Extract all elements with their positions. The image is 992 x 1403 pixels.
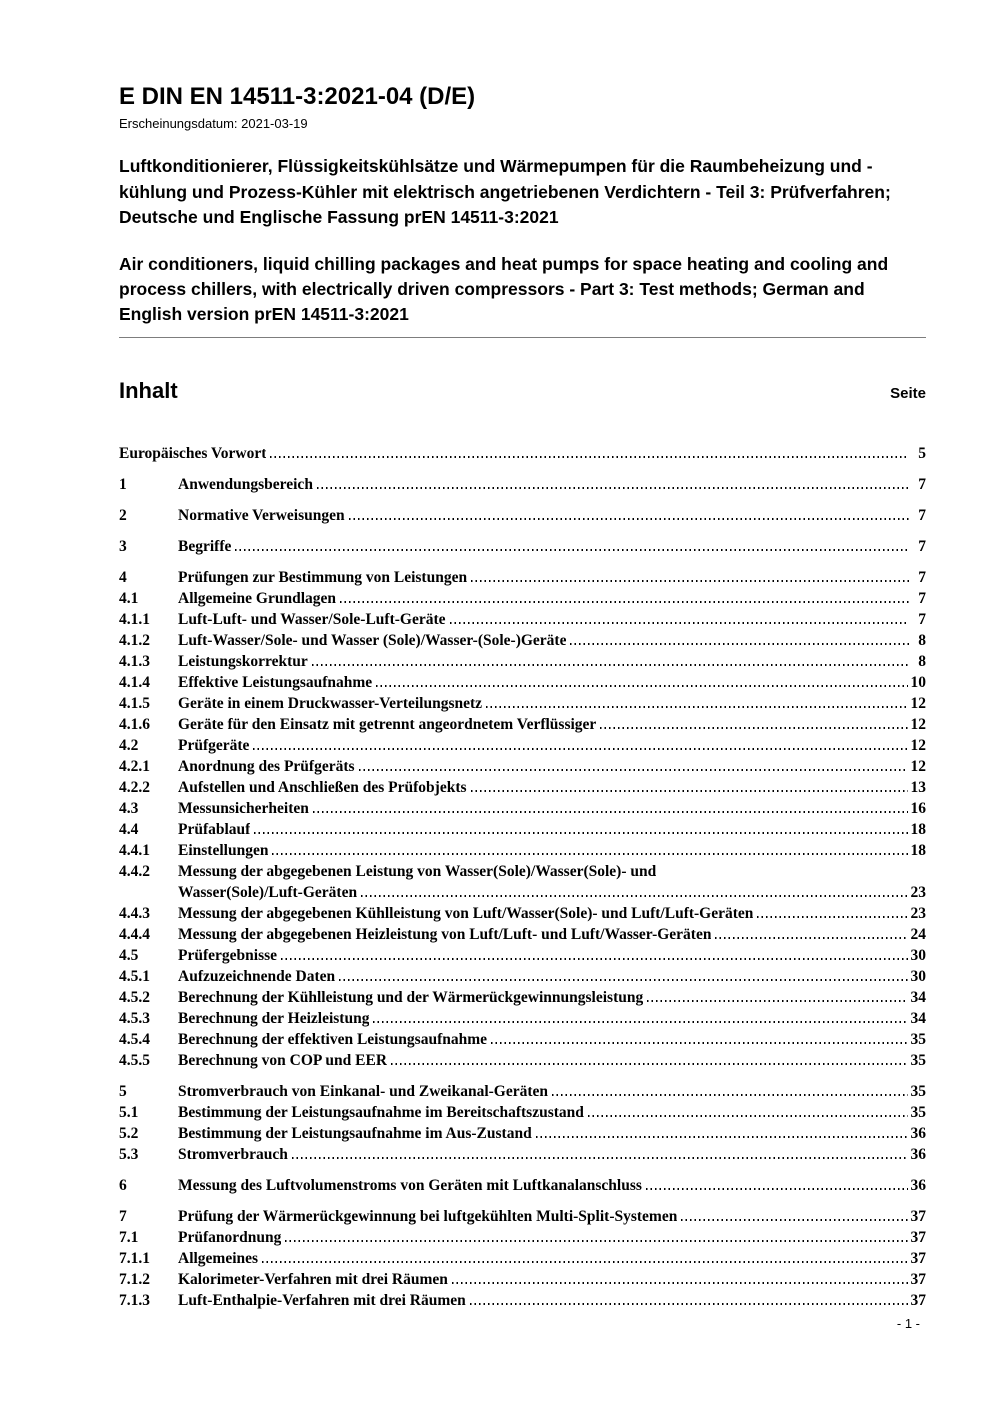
toc-entry-label: Messung des Luftvolumenstroms von Geräten mit Luftkanalanschluss <box>178 1176 642 1194</box>
toc-entry-number: 4.4.2 <box>119 862 150 880</box>
toc-entry-number: 4.1.1 <box>119 610 150 628</box>
toc-dot-leader <box>486 706 907 708</box>
toc-entry-page: 36 <box>910 1145 926 1163</box>
toc-entry <box>119 840 926 861</box>
document-title: E DIN EN 14511-3:2021-04 (D/E) <box>119 83 476 110</box>
toc-entry-number: 4.1.5 <box>119 694 150 712</box>
page-number: - 1 - <box>896 1316 920 1331</box>
toc-dot-leader <box>376 685 907 687</box>
toc-dot-leader <box>570 643 909 645</box>
toc-section-gap <box>119 557 926 567</box>
toc-entry-number: 4.2 <box>119 736 139 754</box>
toc-entry <box>119 1008 926 1029</box>
toc-entry-number: 4.3 <box>119 799 139 817</box>
toc-entry-number: 4.4.3 <box>119 904 150 922</box>
toc-entry-page: 35 <box>910 1051 926 1069</box>
toc-entry-page: 36 <box>910 1176 926 1194</box>
toc-dot-leader <box>552 1094 907 1096</box>
toc-dot-leader <box>373 1021 907 1023</box>
toc-entry-page: 23 <box>910 904 926 922</box>
toc-heading: Inhalt <box>119 377 178 403</box>
toc-entry <box>119 630 926 651</box>
toc-entry-page: 10 <box>910 673 926 691</box>
toc-entry-page: 24 <box>910 925 926 943</box>
toc-entry-label: Normative Verweisungen <box>178 506 345 524</box>
toc-entry-label: Aufstellen und Anschließen des Prüfobjekts <box>178 778 467 796</box>
toc-dot-leader <box>600 727 907 729</box>
toc-entry-page: 5 <box>918 444 926 462</box>
toc-entry-number: 4.4.1 <box>119 841 150 859</box>
toc-section-gap <box>119 1165 926 1175</box>
toc-entry-number: 4.5.1 <box>119 967 150 985</box>
toc-entry <box>119 1269 926 1290</box>
toc-entry <box>119 609 926 630</box>
toc-entry-number: 5.1 <box>119 1103 139 1121</box>
toc-entry-number: 4.5.3 <box>119 1009 150 1027</box>
toc-entry <box>119 1029 926 1050</box>
toc-dot-leader <box>272 853 907 855</box>
toc-entry-label: Europäisches Vorwort <box>119 444 267 462</box>
toc-entry-number: 4 <box>119 568 127 586</box>
toc-entry-label: Einstellungen <box>178 841 269 859</box>
toc-entry-label: Prüfanordnung <box>178 1228 282 1246</box>
toc-page-column-label: Seite <box>890 384 926 402</box>
toc-entry-label: Stromverbrauch von Einkanal- und Zweikanal-Geräten <box>178 1082 549 1100</box>
toc-entry-label: Anwendungsbereich <box>178 475 313 493</box>
toc-entry-number: 4.1 <box>119 589 139 607</box>
title-english: Air conditioners, liquid chilling packages and heat pumps for space heating and cooling and process chillers, with electrically driven compressors - Part 3: Test methods; German and English version prEN 14511-3:2021 <box>119 252 926 338</box>
toc-section-gap <box>119 464 926 474</box>
toc-entry-number: 4.2.1 <box>119 757 150 775</box>
toc-entry <box>119 1290 926 1311</box>
toc-entry-number: 3 <box>119 537 127 555</box>
document-content <box>119 84 926 1311</box>
toc-entry <box>119 1050 926 1071</box>
toc-entry <box>119 1081 926 1102</box>
toc-entry <box>119 1102 926 1123</box>
toc-dot-leader <box>491 1042 907 1044</box>
toc-entry <box>119 735 926 756</box>
toc-entry <box>119 1206 926 1227</box>
toc-dot-leader <box>235 549 909 551</box>
toc-dot-leader <box>646 1188 908 1190</box>
toc-entry-page: 37 <box>910 1207 926 1225</box>
toc-entry-page: 34 <box>910 1009 926 1027</box>
toc-entry-page: 35 <box>910 1030 926 1048</box>
toc-section-gap <box>119 1071 926 1081</box>
toc-entry-number: 7.1.2 <box>119 1270 150 1288</box>
toc-entry-label: Prüfungen zur Bestimmung von Leistungen <box>178 568 468 586</box>
toc-entry-page: 37 <box>910 1291 926 1309</box>
toc-entry <box>119 882 926 903</box>
toc-entry-number: 1 <box>119 475 127 493</box>
toc-entry-label: Luft-Luft- und Wasser/Sole-Luft-Geräte <box>178 610 446 628</box>
toc-entry <box>119 1175 926 1196</box>
toc-entry-number: 4.5.5 <box>119 1051 150 1069</box>
toc-entry <box>119 567 926 588</box>
toc-entry-page: 12 <box>910 757 926 775</box>
toc-dot-leader <box>361 895 907 897</box>
toc-dot-leader <box>450 622 909 624</box>
toc-entry-page: 23 <box>910 883 926 901</box>
toc-entry-label: Aufzuzeichnende Daten <box>178 967 336 985</box>
toc-entry-page: 18 <box>910 820 926 838</box>
toc-entry <box>119 819 926 840</box>
toc-entry-label: Effektive Leistungsaufnahme <box>178 673 373 691</box>
toc-entry-number: 4.5.2 <box>119 988 150 1006</box>
toc-entry-label: Berechnung der Heizleistung <box>178 1009 370 1027</box>
toc-entry-label: Bestimmung der Leistungsaufnahme im Aus-Zustand <box>178 1124 532 1142</box>
toc-entry-page: 7 <box>918 475 926 493</box>
toc-entry-number: 4.1.2 <box>119 631 150 649</box>
toc-entry-label: Prüfablauf <box>178 820 251 838</box>
toc-entry-label: Begriffe <box>178 537 232 555</box>
toc-entry <box>119 714 926 735</box>
toc-list <box>119 433 926 1311</box>
toc-dot-leader <box>270 456 909 458</box>
toc-dot-leader <box>254 832 907 834</box>
toc-entry-page: 37 <box>910 1228 926 1246</box>
toc-entry-label: Prüfung der Wärmerückgewinnung bei luftgekühlten Multi-Split-Systemen <box>178 1207 678 1225</box>
toc-dot-leader <box>340 601 909 603</box>
toc-entry-number: 7.1 <box>119 1228 139 1246</box>
toc-entry-page: 12 <box>910 694 926 712</box>
toc-entry-label: Kalorimeter-Verfahren mit drei Räumen <box>178 1270 448 1288</box>
toc-entry-page: 13 <box>910 778 926 796</box>
toc-entry-label: Prüfgeräte <box>178 736 250 754</box>
toc-entry-label: Allgemeine Grundlagen <box>178 589 337 607</box>
toc-entry-page: 7 <box>918 568 926 586</box>
toc-entry <box>119 861 926 882</box>
toc-entry-label: Prüfergebnisse <box>178 946 278 964</box>
toc-entry-number: 7.1.3 <box>119 1291 150 1309</box>
toc-entry-page: 7 <box>918 506 926 524</box>
toc-entry <box>119 1123 926 1144</box>
toc-entry <box>119 474 926 495</box>
toc-dot-leader <box>681 1219 907 1221</box>
toc-entry-number: 4.4 <box>119 820 139 838</box>
toc-entry-page: 16 <box>910 799 926 817</box>
toc-entry-label: Bestimmung der Leistungsaufnahme im Bereitschaftszustand <box>178 1103 584 1121</box>
toc-entry-number: 4.1.3 <box>119 652 150 670</box>
toc-entry-number: 4.2.2 <box>119 778 150 796</box>
toc-entry-page: 7 <box>918 589 926 607</box>
toc-entry <box>119 756 926 777</box>
toc-entry-number: 7.1.1 <box>119 1249 150 1267</box>
toc-entry <box>119 443 926 464</box>
toc-entry <box>119 1248 926 1269</box>
toc-entry-page: 35 <box>910 1103 926 1121</box>
toc-entry-label: Geräte für den Einsatz mit getrennt angeordnetem Verflüssiger <box>178 715 597 733</box>
toc-entry <box>119 945 926 966</box>
toc-entry <box>119 505 926 526</box>
toc-dot-leader <box>253 748 907 750</box>
toc-dot-leader <box>285 1240 907 1242</box>
toc-dot-leader <box>588 1115 908 1117</box>
toc-entry <box>119 1227 926 1248</box>
toc-entry-number: 6 <box>119 1176 127 1194</box>
toc-entry-label: Messung der abgegebenen Heizleistung von Luft/Luft- und Luft/Wasser-Geräten <box>178 925 712 943</box>
toc-entry-label: Anordnung des Prüfgeräts <box>178 757 355 775</box>
toc-dot-leader <box>281 958 907 960</box>
toc-entry-label: Berechnung der Kühlleistung und der Wärmerückgewinnungsleistung <box>178 988 644 1006</box>
toc-entry <box>119 903 926 924</box>
toc-entry-label: Berechnung der effektiven Leistungsaufnahme <box>178 1030 488 1048</box>
toc-entry <box>119 1144 926 1165</box>
toc-dot-leader <box>757 916 907 918</box>
toc-section-gap <box>119 1196 926 1206</box>
toc-entry-number: 4.4.4 <box>119 925 150 943</box>
toc-entry-page: 12 <box>910 715 926 733</box>
toc-dot-leader <box>317 487 909 489</box>
toc-dot-leader <box>262 1261 907 1263</box>
toc-dot-leader <box>391 1063 907 1065</box>
toc-dot-leader <box>339 979 907 981</box>
toc-dot-leader <box>312 664 909 666</box>
toc-entry-number: 4.5.4 <box>119 1030 150 1048</box>
toc-dot-leader <box>715 937 907 939</box>
toc-entry-label: Stromverbrauch <box>178 1145 288 1163</box>
toc-entry-label: Luft-Enthalpie-Verfahren mit drei Räumen <box>178 1291 466 1309</box>
toc-entry <box>119 798 926 819</box>
toc-entry <box>119 672 926 693</box>
toc-entry-page: 35 <box>910 1082 926 1100</box>
toc-entry-page: 37 <box>910 1270 926 1288</box>
toc-entry-page: 7 <box>918 537 926 555</box>
publication-date: Erscheinungsdatum: 2021-03-19 <box>119 116 308 132</box>
toc-dot-leader <box>292 1157 908 1159</box>
toc-entry-page: 37 <box>910 1249 926 1267</box>
title-german: Luftkonditionierer, Flüssigkeitskühlsätze und Wärmepumpen für die Raumbeheizung und -kühlung und Prozess-Kühler mit elektrisch angetriebenen Verdichtern - Teil 3: Prüfverfahren; Deutsche und Englische Fassung prEN 14511-3:2021 <box>119 156 891 227</box>
toc-dot-leader <box>470 1303 908 1305</box>
toc-entry-number: 5.2 <box>119 1124 139 1142</box>
toc-dot-leader <box>471 580 909 582</box>
toc-dot-leader <box>471 790 908 792</box>
toc-entry <box>119 966 926 987</box>
toc-entry-number: 7 <box>119 1207 127 1225</box>
toc-entry-page: 34 <box>910 988 926 1006</box>
toc-entry-page: 8 <box>918 631 926 649</box>
toc-entry-number: 5 <box>119 1082 127 1100</box>
toc-entry <box>119 987 926 1008</box>
toc-entry-number: 5.3 <box>119 1145 139 1163</box>
toc-dot-leader <box>359 769 908 771</box>
toc-entry-label: Leistungskorrektur <box>178 652 308 670</box>
toc-entry <box>119 536 926 557</box>
toc-dot-leader <box>647 1000 907 1002</box>
toc-section-gap <box>119 526 926 536</box>
toc-entry-label: Berechnung von COP und EER <box>178 1051 388 1069</box>
toc-entry-page: 12 <box>910 736 926 754</box>
toc-entry-label: Allgemeines <box>178 1249 259 1267</box>
toc-entry-label: Messunsicherheiten <box>178 799 309 817</box>
toc-entry-page: 36 <box>910 1124 926 1142</box>
toc-entry <box>119 651 926 672</box>
toc-entry-label: Wasser(Sole)/Luft-Geräten <box>178 883 358 901</box>
toc-entry-page: 30 <box>910 967 926 985</box>
toc-entry-label: Messung der abgegebenen Leistung von Wasser(Sole)/Wasser(Sole)- und <box>178 862 657 880</box>
toc-entry-label: Messung der abgegebenen Kühlleistung von Luft/Wasser(Sole)- und Luft/Luft-Geräten <box>178 904 754 922</box>
toc-entry <box>119 588 926 609</box>
toc-dot-leader <box>349 518 909 520</box>
toc-entry-page: 18 <box>910 841 926 859</box>
toc-entry-page: 8 <box>918 652 926 670</box>
toc-entry-page: 30 <box>910 946 926 964</box>
toc-entry-number: 4.5 <box>119 946 139 964</box>
toc-dot-leader <box>536 1136 908 1138</box>
toc-header <box>119 378 926 404</box>
toc-entry-number: 4.1.4 <box>119 673 150 691</box>
toc-dot-leader <box>313 811 908 813</box>
toc-entry-number: 4.1.6 <box>119 715 150 733</box>
toc-entry-number: 2 <box>119 506 127 524</box>
toc-entry <box>119 924 926 945</box>
toc-section-gap <box>119 495 926 505</box>
toc-entry-label: Luft-Wasser/Sole- und Wasser (Sole)/Wasser-(Sole-)Geräte <box>178 631 567 649</box>
toc-entry <box>119 693 926 714</box>
toc-entry <box>119 777 926 798</box>
toc-entry-label: Geräte in einem Druckwasser-Verteilungsnetz <box>178 694 483 712</box>
toc-section-gap <box>119 433 926 443</box>
toc-entry-page: 7 <box>918 610 926 628</box>
toc-dot-leader <box>452 1282 908 1284</box>
